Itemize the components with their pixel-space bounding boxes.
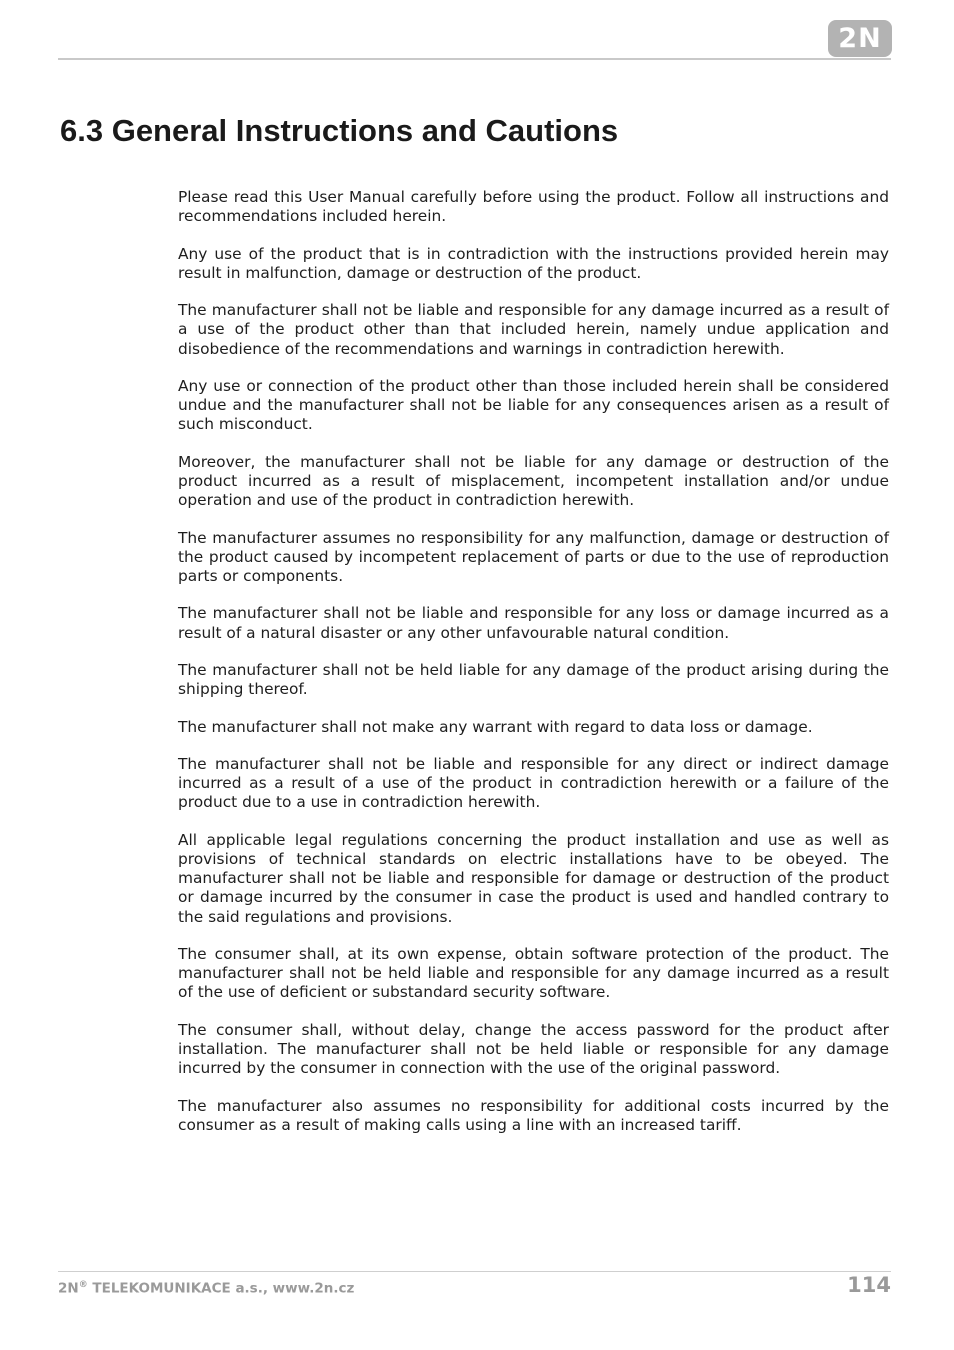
- paragraph: Please read this User Manual carefully before using the product. Follow all instructions and recommendations included herein.: [178, 188, 889, 226]
- header-divider: [58, 58, 891, 60]
- registered-mark: ®: [78, 1280, 88, 1290]
- paragraph: The manufacturer assumes no responsibility for any malfunction, damage or destruction of the product caused by incompetent replacement of parts or due to the use of reproduction parts or components.: [178, 528, 889, 585]
- paragraph: The consumer shall, at its own expense, obtain software protection of the product. The manufacturer shall not be held liable and responsible for any damage incurred as a result of the use of deficient or substandard security software.: [178, 944, 889, 1002]
- paragraph: The manufacturer shall not be liable and responsible for any damage incurred as a result of a use of the product other than that included herein, namely undue application and disobedience of the recommendations and warnings in contradiction herewith.: [178, 301, 889, 358]
- footer-company-text: TELEKOMUNIKACE a.s., www.2n.cz: [87, 1280, 355, 1297]
- paragraph: Any use of the product that is in contradiction with the instructions provided herein may result in malfunction, damage or destruction of the product.: [178, 244, 889, 282]
- paragraph: The consumer shall, without delay, change the access password for the product after installation. The manufacturer shall not be held liable or responsible for any damage incurred by the consumer in connection with the use of the original password.: [178, 1020, 889, 1078]
- paragraph: The manufacturer shall not be held liable for any damage of the product arising during the shipping thereof.: [178, 660, 889, 699]
- brand-logo: 2N: [828, 20, 892, 57]
- footer-divider: [58, 1271, 891, 1272]
- paragraph: The manufacturer shall not be liable and responsible for any loss or damage incurred as a result of a natural disaster or any other unfavourable natural condition.: [178, 604, 889, 642]
- paragraph: Moreover, the manufacturer shall not be liable for any damage or destruction of the product incurred as a result of misplacement, incompetent installation and/or undue operation and use of the product in contradiction herewith.: [178, 452, 889, 510]
- footer-company: [58, 1280, 354, 1297]
- paragraph: The manufacturer shall not make any warrant with regard to data loss or damage.: [178, 717, 813, 736]
- page-number: 114: [847, 1273, 891, 1297]
- page-title: 6.3 General Instructions and Cautions: [60, 113, 619, 148]
- paragraph: The manufacturer shall not be liable and responsible for any direct or indirect damage incurred as a result of a use of the product in contradiction herewith or a failure of the product due to a use in contradiction herewith.: [178, 754, 889, 812]
- paragraph: The manufacturer also assumes no responsibility for additional costs incurred by the consumer as a result of making calls using a line with an increased tariff.: [178, 1096, 889, 1134]
- footer-brand: 2N: [58, 1280, 79, 1297]
- paragraph: Any use or connection of the product other than those included herein shall be considered undue and the manufacturer shall not be liable for any consequences arisen as a result of such misconduct.: [178, 376, 889, 434]
- paragraph: All applicable legal regulations concerning the product installation and use as well as provisions of technical standards on electric installations have to be obeyed. The manufacturer shall not be liable and responsible for damage or destruction of the product or damage incurred by the consumer in case the product is used and handled contrary to the said regulations and provisions.: [178, 830, 889, 926]
- instructions-body: [178, 188, 889, 1153]
